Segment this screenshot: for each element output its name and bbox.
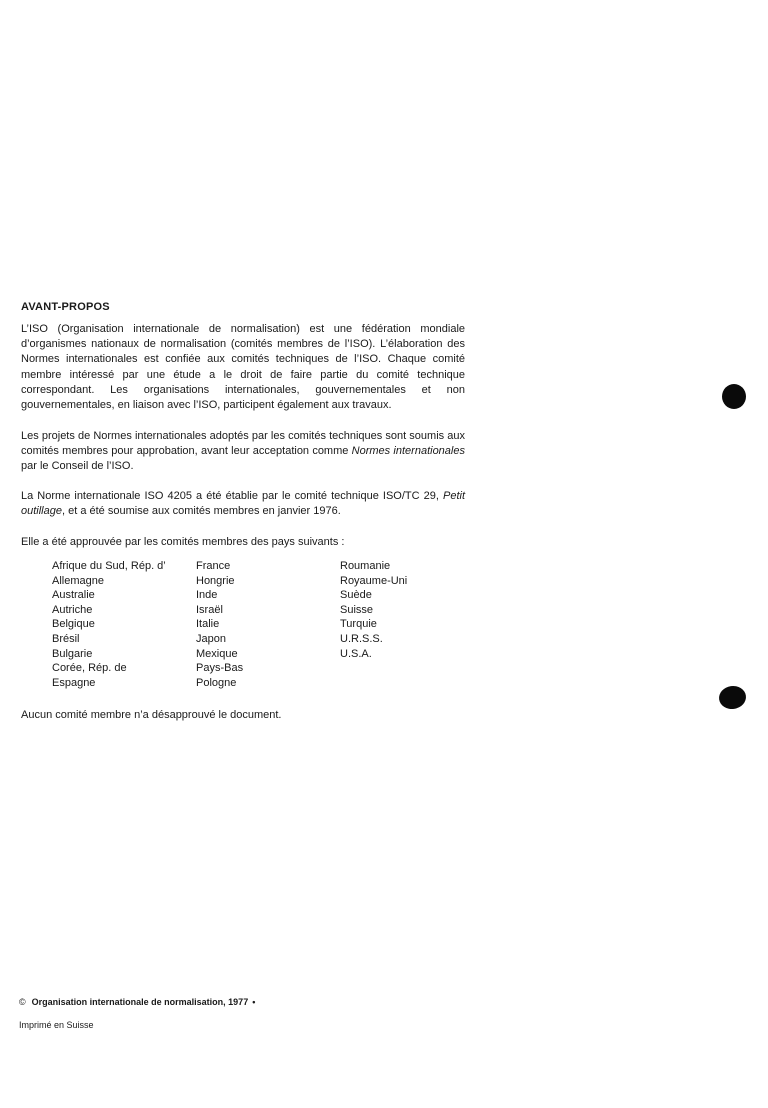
copyright-line	[19, 997, 255, 1007]
emphasis-text: Normes internationales	[351, 445, 465, 458]
foreword-paragraph-3	[21, 489, 465, 519]
country-item: Suisse	[340, 603, 374, 616]
approval-intro: Elle a été approuvée par les comités membres des pays suivants :	[21, 536, 345, 548]
country-column-1	[52, 559, 166, 690]
country-item: Turquie	[340, 618, 377, 631]
punch-hole-mark	[722, 384, 746, 409]
foreword-paragraph-1: L’ISO (Organisation internationale de normalisation) est une fédération mondiale d’organismes nationaux de normalisation (comités membres de l’ISO). L’élaboration des Normes internationales est confiée aux comités techniques de l’ISO. Chaque comité membre intéressé par une étude a le droit de faire partie du comité technique correspondant. Les organisations internationales, gouvernementales et non gouvernementales, en liaison avec l’ISO, participent également aux travaux.	[21, 323, 465, 412]
section-heading: AVANT-PROPOS	[21, 301, 110, 313]
country-item: Mexique	[196, 647, 238, 660]
country-item: Corée, Rép. de	[52, 662, 127, 675]
foreword-paragraph-2	[21, 429, 465, 475]
country-column-3	[340, 559, 407, 661]
disapproval-note: Aucun comité membre n’a désapprouvé le document.	[21, 709, 282, 721]
country-item: Autriche	[52, 603, 93, 616]
copyright-text: Organisation internationale de normalisation, 1977	[31, 997, 249, 1007]
country-item: Italie	[196, 618, 220, 631]
paragraph-text: La Norme internationale ISO 4205 a été établie par le comité technique ISO/TC 29,	[21, 490, 443, 502]
country-item: Pays-Bas	[196, 662, 244, 675]
country-item: Israël	[196, 603, 223, 616]
country-column-2	[196, 559, 243, 690]
emphasis-text: Petit outillage	[21, 490, 465, 518]
bullet-icon: •	[252, 997, 256, 1007]
country-item: Bulgarie	[52, 647, 93, 660]
country-item: Australie	[52, 589, 95, 602]
country-item: Brésil	[52, 632, 80, 645]
printed-in-note: Imprimé en Suisse	[19, 1020, 94, 1030]
country-item: Roumanie	[340, 560, 391, 572]
country-item: France	[196, 560, 231, 572]
country-item: Belgique	[52, 618, 95, 631]
country-item: Espagne	[52, 676, 96, 689]
country-item: U.R.S.S.	[340, 632, 383, 645]
paragraph-text: par le Conseil de l’ISO.	[21, 460, 134, 473]
paragraph-text: Les projets de Normes internationales adoptés par les comités techniques sont soumis aux comités membres pour approbation, avant leur acceptation comme	[21, 430, 465, 458]
country-item: Afrique du Sud, Rép. d’	[52, 560, 166, 572]
country-item: Hongrie	[196, 574, 235, 587]
country-item: Pologne	[196, 676, 237, 689]
country-item: Allemagne	[52, 574, 104, 587]
country-item: Suède	[340, 589, 372, 602]
country-item: Royaume-Uni	[340, 574, 408, 587]
country-item: Japon	[196, 632, 226, 645]
country-item: U.S.A.	[340, 647, 372, 660]
punch-hole-mark	[718, 684, 748, 711]
country-item: Inde	[196, 589, 218, 602]
copyright-icon: ©	[19, 997, 26, 1007]
paragraph-text: , et a été soumise aux comités membres en janvier 1976.	[61, 505, 341, 518]
